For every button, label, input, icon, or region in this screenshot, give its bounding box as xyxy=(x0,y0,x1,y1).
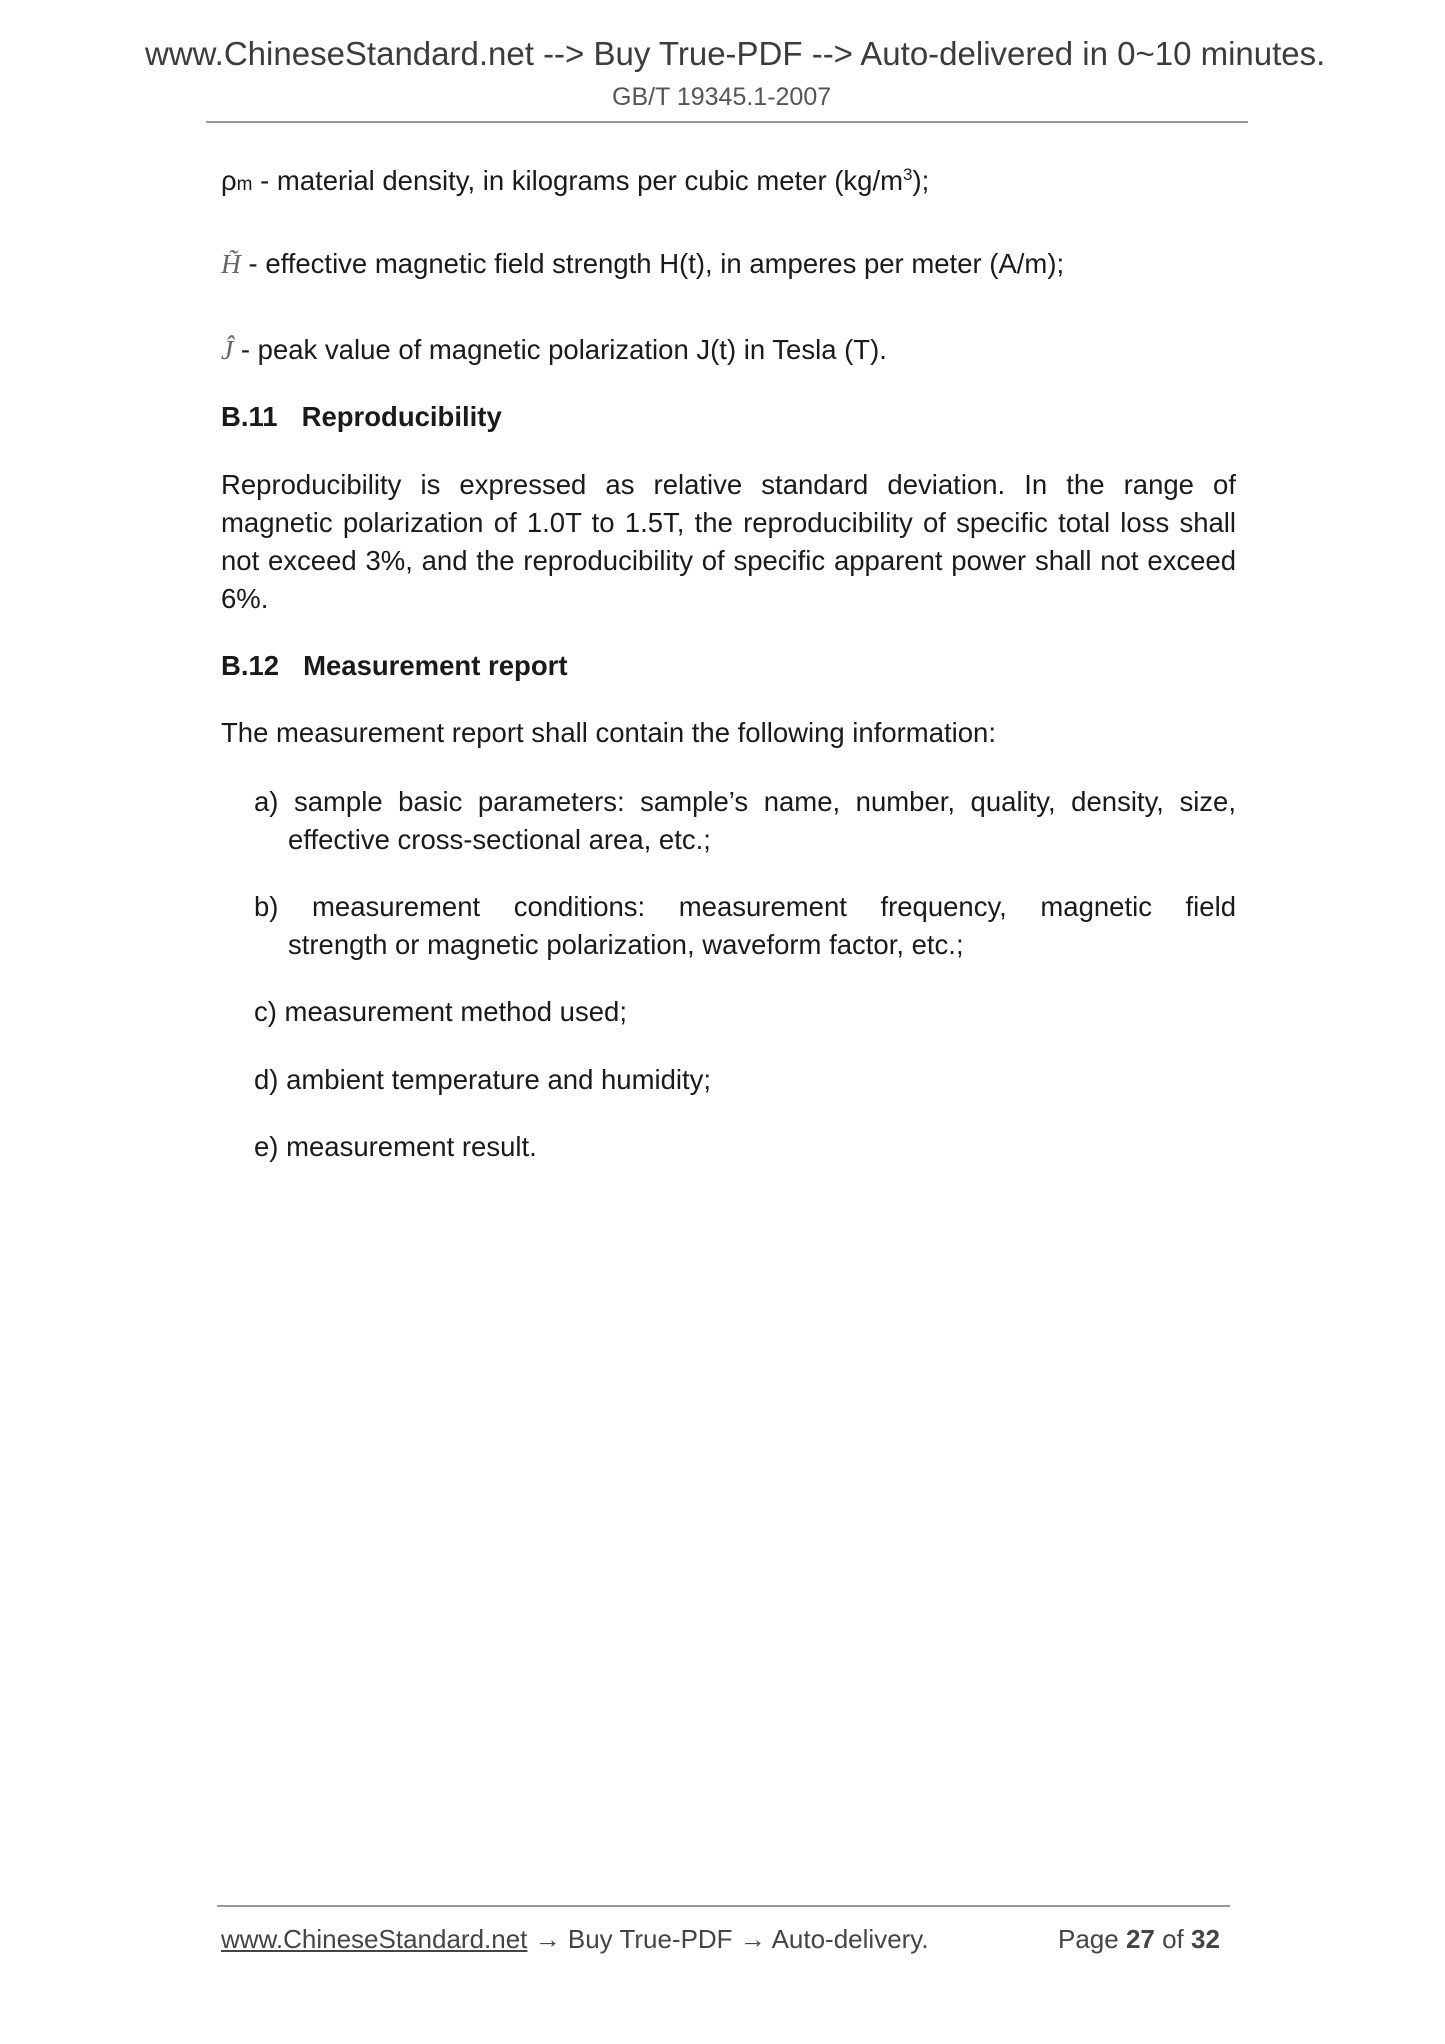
superscript: 3 xyxy=(903,165,913,184)
total-pages: 32 xyxy=(1191,1924,1220,1954)
footer-link[interactable]: www.ChineseStandard.net xyxy=(221,1924,528,1954)
symbol-density xyxy=(221,156,929,204)
list-item: e) measurement result. xyxy=(254,1131,537,1162)
list-item-cont xyxy=(254,821,1236,859)
footer-text xyxy=(221,1924,929,1955)
symbol-polarization xyxy=(221,331,887,369)
item-text: strength or magnetic polarization, waveform factor, etc.; xyxy=(288,929,964,960)
definition: - material density, in kilograms per cubic meter (kg/m xyxy=(252,165,904,197)
list-item-cont xyxy=(254,926,1236,964)
definition: - peak value of magnetic polarization J(t) in Tesla (T). xyxy=(233,334,887,365)
symbol-field-strength xyxy=(221,245,1064,283)
footer-divider xyxy=(217,1905,1230,1907)
header-banner: www.ChineseStandard.net --> Buy True-PDF --> Auto-delivered in 0~10 minutes. xyxy=(145,35,1326,72)
of-label: of xyxy=(1154,1924,1192,1954)
section-heading-b11 xyxy=(221,398,502,436)
item-text: b) measurement conditions: measurement frequency, magnetic field xyxy=(254,891,1236,922)
symbol: H̃ xyxy=(221,248,241,279)
section-body-b12: The measurement report shall contain the following information: xyxy=(221,717,996,748)
page-label: Page xyxy=(1058,1924,1126,1954)
page-number xyxy=(1058,1924,1220,1955)
subscript: m xyxy=(236,174,253,196)
section-title: Reproducibility xyxy=(301,401,502,432)
symbol: Ĵ xyxy=(221,334,234,365)
symbol: ρ xyxy=(221,165,237,197)
standard-number: GB/T 19345.1-2007 xyxy=(612,83,832,111)
definition-tail: ); xyxy=(912,165,930,197)
list-item: c) measurement method used; xyxy=(254,996,627,1027)
current-page: 27 xyxy=(1125,1924,1155,1954)
section-heading-b12 xyxy=(221,647,567,685)
header-divider xyxy=(206,121,1248,123)
definition: - effective magnetic field strength H(t), in amperes per meter (A/m); xyxy=(240,248,1065,279)
footer-note: → Buy True-PDF → Auto-delivery. xyxy=(527,1924,929,1954)
section-number: B.11 xyxy=(221,401,278,432)
item-text: effective cross-sectional area, etc.; xyxy=(288,824,711,855)
item-text: a) sample basic parameters: sample’s name, number, quality, density, size, xyxy=(254,786,1236,817)
section-body-b11: Reproducibility is expressed as relative standard deviation. In the range of magnetic polarization of 1.0T to 1.5T, the reproducibility of specific total loss shall not exceed 3%, and the reproducibility of specific apparent power shall not exceed 6%. xyxy=(221,469,1236,614)
list-item xyxy=(254,888,1236,926)
section-number: B.12 xyxy=(221,650,280,681)
list-item: d) ambient temperature and humidity; xyxy=(254,1064,712,1095)
section-title: Measurement report xyxy=(303,650,568,681)
list-item xyxy=(254,783,1236,821)
